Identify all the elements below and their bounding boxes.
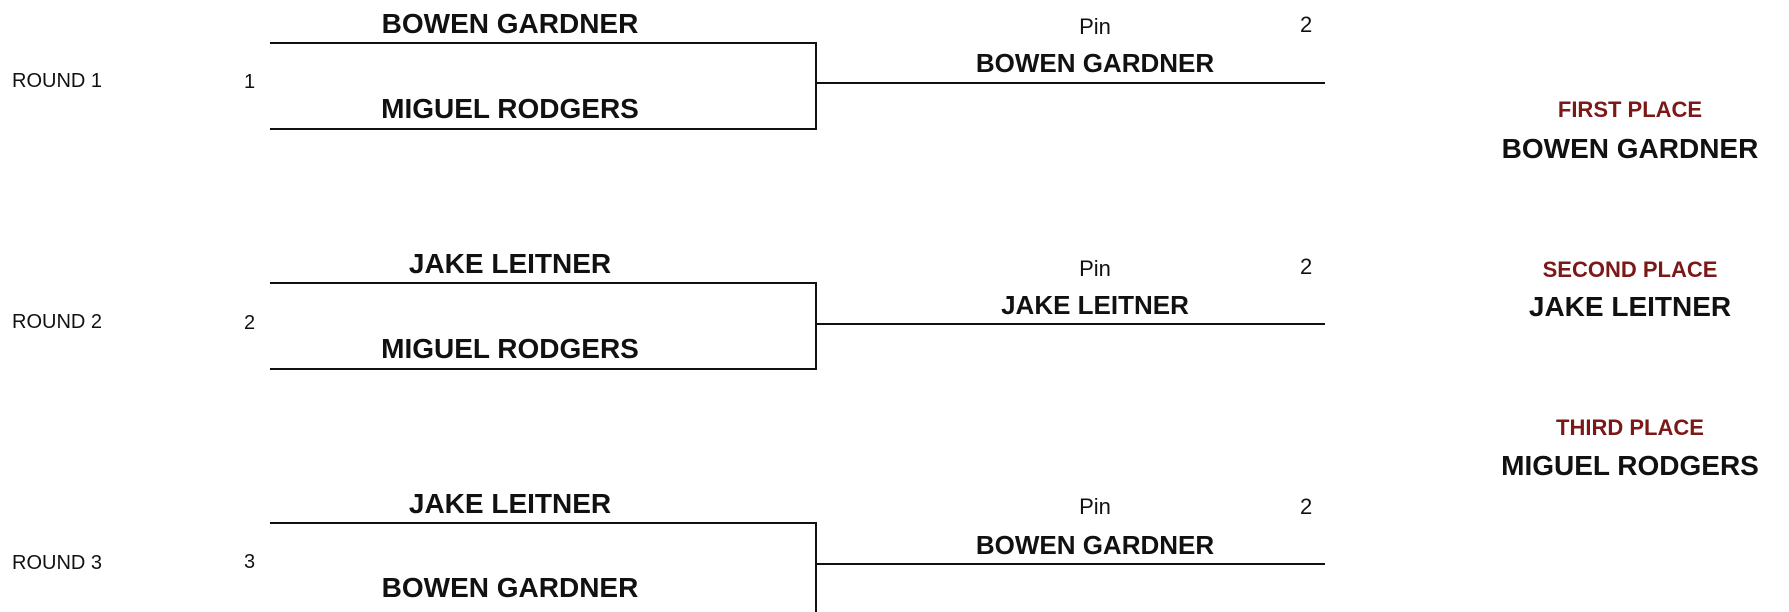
round-number: 1 (244, 71, 256, 93)
win-method: Pin (1079, 14, 1111, 39)
win-score: 2 (1300, 254, 1313, 279)
third-place-name: MIGUEL RODGERS (1501, 450, 1759, 481)
match-winner-name: BOWEN GARDNER (975, 48, 1215, 78)
win-score: 2 (1300, 12, 1313, 37)
match-winner-name: BOWEN GARDNER (975, 530, 1215, 560)
bracket-line-result (815, 82, 1325, 84)
round-label: ROUND 2 (12, 311, 103, 333)
round-number: 3 (244, 551, 256, 573)
third-place-label: THIRD PLACE (1556, 415, 1704, 440)
bracket-line-vertical (815, 282, 817, 370)
bracket-line-result (815, 563, 1325, 565)
bracket-line-top (270, 282, 815, 284)
second-place-name: JAKE LEITNER (1528, 291, 1732, 322)
wrestler-top-name: JAKE LEITNER (408, 248, 612, 279)
win-score: 2 (1300, 494, 1313, 519)
second-place-label: SECOND PLACE (1542, 257, 1718, 282)
round-label: ROUND 3 (12, 552, 103, 574)
wrestler-bottom-name: MIGUEL RODGERS (381, 93, 639, 124)
bracket-line-top (270, 522, 815, 524)
bracket-line-vertical (815, 42, 817, 130)
bracket-line-bottom (270, 128, 817, 130)
wrestler-bottom-name: BOWEN GARDNER (381, 572, 639, 603)
round-number: 2 (244, 312, 256, 334)
win-method: Pin (1079, 256, 1111, 281)
match-winner-name: JAKE LEITNER (1001, 290, 1189, 320)
wrestler-bottom-name: MIGUEL RODGERS (381, 333, 639, 364)
first-place-name: BOWEN GARDNER (1501, 133, 1759, 164)
win-method: Pin (1079, 494, 1111, 519)
wrestler-top-name: BOWEN GARDNER (381, 8, 639, 39)
wrestler-top-name: JAKE LEITNER (408, 488, 612, 519)
first-place-label: FIRST PLACE (1557, 97, 1703, 122)
round-label: ROUND 1 (12, 70, 103, 92)
bracket-line-top (270, 42, 815, 44)
bracket-line-vertical (815, 522, 817, 612)
bracket-line-result (815, 323, 1325, 325)
bracket-line-bottom (270, 368, 817, 370)
